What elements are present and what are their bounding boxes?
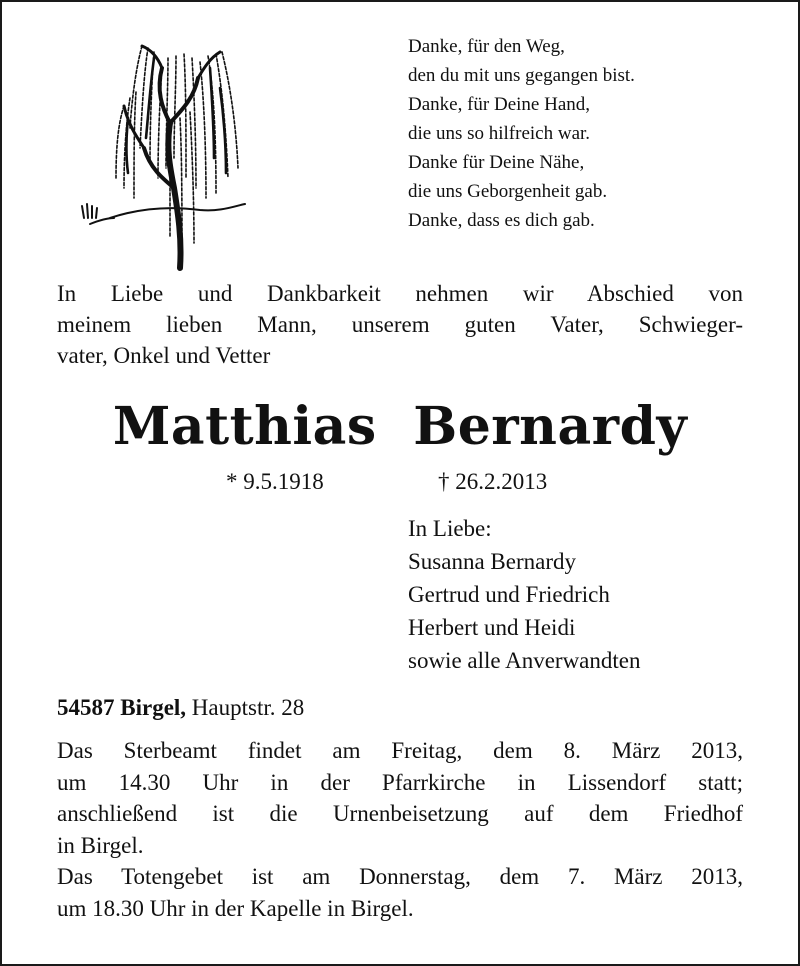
mourner-line: sowie alle Anverwandten bbox=[408, 648, 641, 673]
death-date: † 26.2.2013 bbox=[438, 469, 548, 494]
weeping-willow-icon bbox=[70, 28, 250, 273]
notice-line: in Birgel. bbox=[57, 832, 144, 858]
notice-line: Das Sterbeamt findet am Freitag, dem 8. März 2013, bbox=[57, 738, 743, 763]
intro-line: In Liebe und Dankbarkeit nehmen wir Abschied von bbox=[57, 281, 743, 306]
poem bbox=[408, 32, 635, 235]
mourner-line: Gertrud und Friedrich bbox=[408, 582, 610, 607]
deceased-name: Matthias Bernardy bbox=[112, 396, 688, 457]
intro-line: meinem lieben Mann, unserem guten Vater, Schwieger- bbox=[57, 312, 743, 337]
mourner-line: Herbert und Heidi bbox=[408, 615, 576, 640]
intro-line: vater, Onkel und Vetter bbox=[57, 343, 271, 368]
poem-line: die uns so hilfreich war. bbox=[408, 123, 591, 144]
notice-line: um 14.30 Uhr in der Pfarrkirche in Lissendorf statt; bbox=[57, 769, 743, 795]
mourner-line: In Liebe: bbox=[408, 516, 492, 541]
poem-line: die uns Geborgenheit gab. bbox=[408, 181, 608, 202]
intro-text bbox=[57, 278, 743, 371]
address-city: 54587 Birgel, bbox=[57, 695, 187, 720]
notice-line: um 18.30 Uhr in der Kapelle in Birgel. bbox=[57, 895, 414, 921]
poem-line: Danke, für Deine Hand, bbox=[408, 94, 591, 115]
notice-line: Das Totengebet ist am Donnerstag, dem 7. März 2013, bbox=[57, 864, 743, 889]
birth-date: * 9.5.1918 bbox=[226, 469, 324, 494]
address-street: Hauptstr. 28 bbox=[191, 695, 305, 720]
poem-line: Danke, dass es dich gab. bbox=[408, 210, 595, 231]
mourner-line: Susanna Bernardy bbox=[408, 549, 576, 574]
address bbox=[57, 693, 304, 723]
mourners bbox=[408, 512, 640, 677]
poem-line: Danke für Deine Nähe, bbox=[408, 152, 585, 173]
poem-line: Danke, für den Weg, bbox=[408, 36, 565, 57]
service-notice bbox=[57, 735, 743, 924]
notice-line: anschließend ist die Urnenbeisetzung auf dem Friedhof bbox=[57, 801, 743, 826]
poem-line: den du mit uns gegangen bist. bbox=[408, 65, 635, 86]
